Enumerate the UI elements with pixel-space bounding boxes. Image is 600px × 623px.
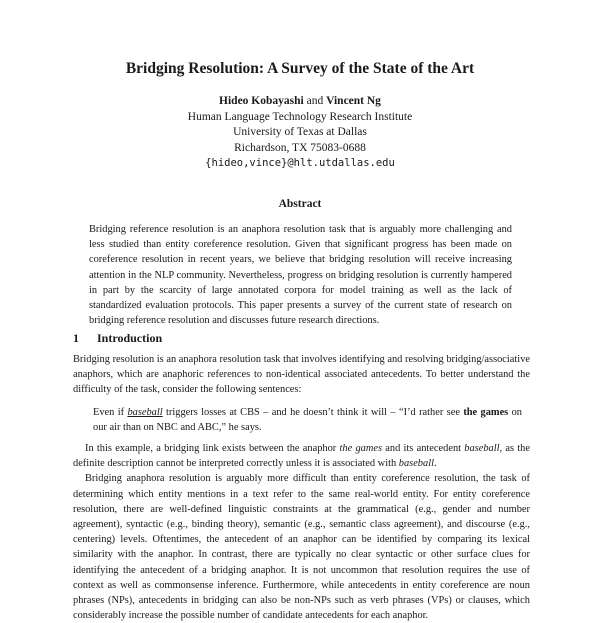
section-heading-introduction (73, 331, 162, 346)
intro-paragraph-1: Bridging resolution is an anaphora resolution task that involves identifying and resolving bridging/associative anaphors, which are anaphoric references to non-identical associated antecedents. To better understand the difficulty of the task, consider the following sentences: (73, 354, 530, 396)
affiliation-line-1: Human Language Technology Research Institute (187, 110, 413, 123)
example-trigger: baseball (127, 406, 163, 418)
author-conjunction: and (306, 95, 324, 107)
intro-paragraph-3: Bridging anaphora resolution is arguably more difficult than entity coreference resolution, the task of determining which entity mentions in a text refer to the same real-world entity. For entity coreference resolution, there are well-defined linguistic constraints at the grammatical (e.g., gender and number agreement), syntactic (e.g., binding theory), semantic (e.g., semantic class agreement), and discourse (e.g., centering) levels. Oftentimes, the antecedent of an anaphor can be identified by comparing its lexical similarity with the anaphor. In contrast, there are typically no clear syntactic or other surface clues for identifying the antecedent of a bridging anaphor. It is not uncommon that resolution requires the use of context as well as commonsense inference. Furthermore, while antecedents in entity coreference are noun phrases (NPs), antecedents in bridging can also be non-NPs such as verb phrases (VPs) or clauses, which considerably increase the possible number of candidate antecedents for each anaphor. (73, 473, 530, 622)
abstract-heading: Abstract (278, 198, 322, 210)
author-2: Vincent Ng (326, 95, 381, 107)
example-part-3: on our air than on NBC and ABC,” he says. (93, 406, 522, 433)
example-part-2: triggers losses at CBS – and he doesn’t think it will – “I’d rather see (162, 406, 464, 418)
p2-anaphor: the games (339, 443, 383, 455)
section-body (73, 352, 530, 623)
p2-part-1: In this example, a bridging link exists between the anaphor (85, 443, 340, 455)
p2-part-2: and its antecedent (382, 443, 465, 455)
p2-part-4: . (433, 458, 437, 470)
p2-antecedent: baseball (464, 443, 500, 455)
author-names (0, 94, 600, 110)
example-part-1: Even if (93, 406, 128, 418)
author-block (0, 94, 600, 172)
section-number: 1 (73, 331, 79, 345)
p2-antecedent-2: baseball (398, 458, 434, 470)
author-1: Hideo Kobayashi (219, 95, 304, 107)
abstract-text: Bridging reference resolution is an anaphora resolution task that is arguably more challenging and less studied than entity coreference resolution. Given that significant progress has been made on coreference resolution in recent years, we believe that bridging resolution will receive increasing attention in the NLP community. Nevertheless, progress on bridging resolution is currently hampered in part by the scarcity of large annotated corpora for model training as well as the lack of standardized evaluation protocols. This paper presents a survey of the current state of research on bridging reference resolution and discusses future research directions. (89, 224, 512, 327)
section-title: Introduction (97, 331, 163, 345)
p2-part-3: , as the definite description cannot be interpreted correctly unless it is associated with (73, 443, 530, 470)
author-email: {hideo,vince}@hlt.utdallas.edu (205, 157, 395, 169)
paper-title: Bridging Resolution: A Survey of the State of the Art (125, 60, 475, 77)
example-sentence (73, 405, 530, 435)
affiliation-line-2: University of Texas at Dallas (233, 126, 367, 138)
affiliation-line-3: Richardson, TX 75083-0688 (234, 141, 366, 154)
example-anaphor: the games (463, 406, 509, 418)
intro-paragraph-2 (73, 441, 530, 471)
